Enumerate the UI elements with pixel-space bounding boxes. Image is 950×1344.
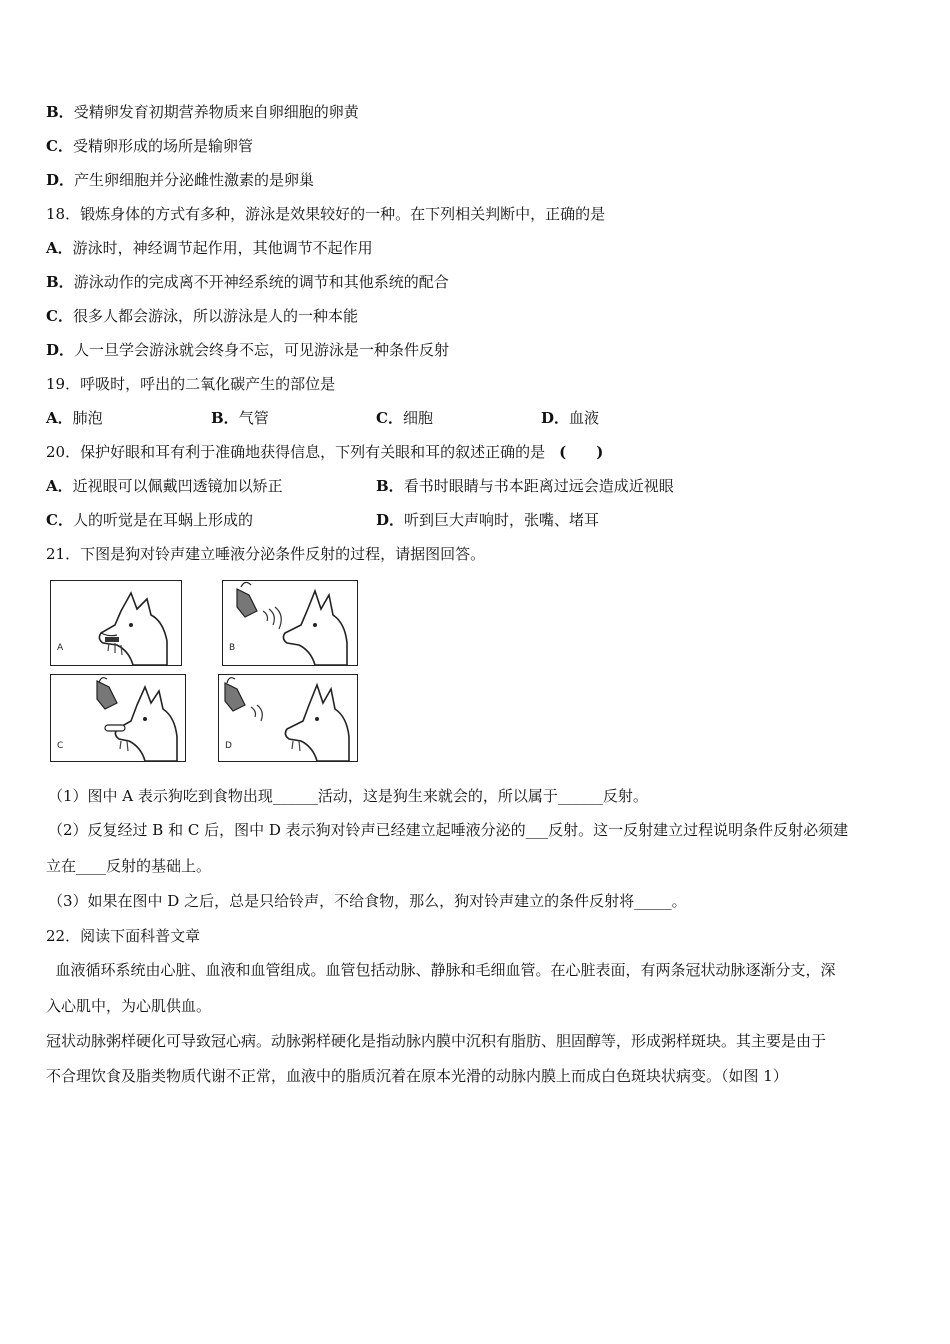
q21-stem: 21．下图是狗对铃声建立唾液分泌条件反射的过程，请据图回答。 <box>46 545 486 563</box>
dog-bell-illustration <box>223 581 357 665</box>
q18-option-c: C．很多人都会游泳，所以游泳是人的一种本能 <box>46 307 358 325</box>
panel-label: C <box>57 741 64 751</box>
q20-option-d: D．听到巨大声响时，张嘴、堵耳 <box>376 511 600 529</box>
q20-option-a: A．近视眼可以佩戴凹透镜加以矫正 <box>46 477 283 495</box>
panel-label: D <box>225 741 232 751</box>
q22-stem: 22．阅读下面科普文章 <box>46 927 201 945</box>
q22-paragraph-2: 冠状动脉粥样硬化可导致冠心病。动脉粥样硬化是指动脉内膜中沉积有脂肪、胆固醇等，形成粥样斑块。其主要是由于 <box>46 1032 827 1050</box>
dog-eating-illustration <box>51 581 181 665</box>
q17-option-d: D．产生卵细胞并分泌雌性激素的是卵巢 <box>46 171 315 189</box>
dog-reflex-figure <box>46 578 362 764</box>
q21-sub-question-3: （3）如果在图中 D 之后，总是只给铃声，不给食物，那么，狗对铃声建立的条件反射将_____。 <box>48 892 687 910</box>
q19-option-c: C．细胞 <box>376 409 433 427</box>
q19-option-d: D．血液 <box>541 409 600 427</box>
dog-bell-salivate-illustration <box>219 675 357 761</box>
q19-stem: 19．呼吸时，呼出的二氧化碳产生的部位是 <box>46 375 336 393</box>
dog-bell-food-illustration <box>51 675 185 761</box>
q18-option-b: B．游泳动作的完成离不开神经系统的调节和其他系统的配合 <box>46 273 449 291</box>
q17-option-b: B．受精卵发育初期营养物质来自卵细胞的卵黄 <box>46 103 359 121</box>
figure-panel-b <box>222 580 358 666</box>
q21-sub-question-2: （2）反复经过 B 和 C 后，图中 D 表示狗对铃声已经建立起唾液分泌的___反射。这一反射建立过程说明条件反射必须建 <box>48 821 849 839</box>
q18-option-a: A．游泳时，神经调节起作用，其他调节不起作用 <box>46 239 373 257</box>
figure-panel-d <box>218 674 358 762</box>
q19-option-b: B．气管 <box>211 409 269 427</box>
panel-label: A <box>57 643 64 653</box>
q21-sub-question-2-cont: 立在____反射的基础上。 <box>46 857 212 875</box>
figure-panel-c <box>50 674 186 762</box>
q18-option-d: D．人一旦学会游泳就会终身不忘，可见游泳是一种条件反射 <box>46 341 450 359</box>
figure-panel-a <box>50 580 182 666</box>
q22-paragraph-1: 血液循环系统由心脏、血液和血管组成。血管包括动脉、静脉和毛细血管。在心脏表面，有两条冠状动脉逐渐分支，深 <box>46 961 836 979</box>
q21-sub-question-1: （1）图中 A 表示狗吃到食物出现______活动，这是狗生来就会的，所以属于______反射。 <box>48 787 648 805</box>
q20-stem: 20．保护好眼和耳有利于准确地获得信息，下列有关眼和耳的叙述正确的是 ( ) <box>46 443 604 461</box>
q22-paragraph-2-cont: 不合理饮食及脂类物质代谢不正常，血液中的脂质沉着在原本光滑的动脉内膜上而成白色斑块状病变。（如图 1） <box>46 1067 788 1085</box>
answer-blank: ( ) <box>559 443 604 461</box>
q17-option-c: C．受精卵形成的场所是输卵管 <box>46 137 253 155</box>
q20-option-b: B．看书时眼睛与书本距离过远会造成近视眼 <box>376 477 674 495</box>
panel-label: B <box>229 643 236 653</box>
q22-paragraph-1-cont: 入心肌中，为心肌供血。 <box>46 997 212 1015</box>
q18-stem: 18．锻炼身体的方式有多种，游泳是效果较好的一种。在下列相关判断中，正确的是 <box>46 205 606 223</box>
q20-option-c: C．人的听觉是在耳蜗上形成的 <box>46 511 253 529</box>
q19-option-a: A．肺泡 <box>46 409 103 427</box>
